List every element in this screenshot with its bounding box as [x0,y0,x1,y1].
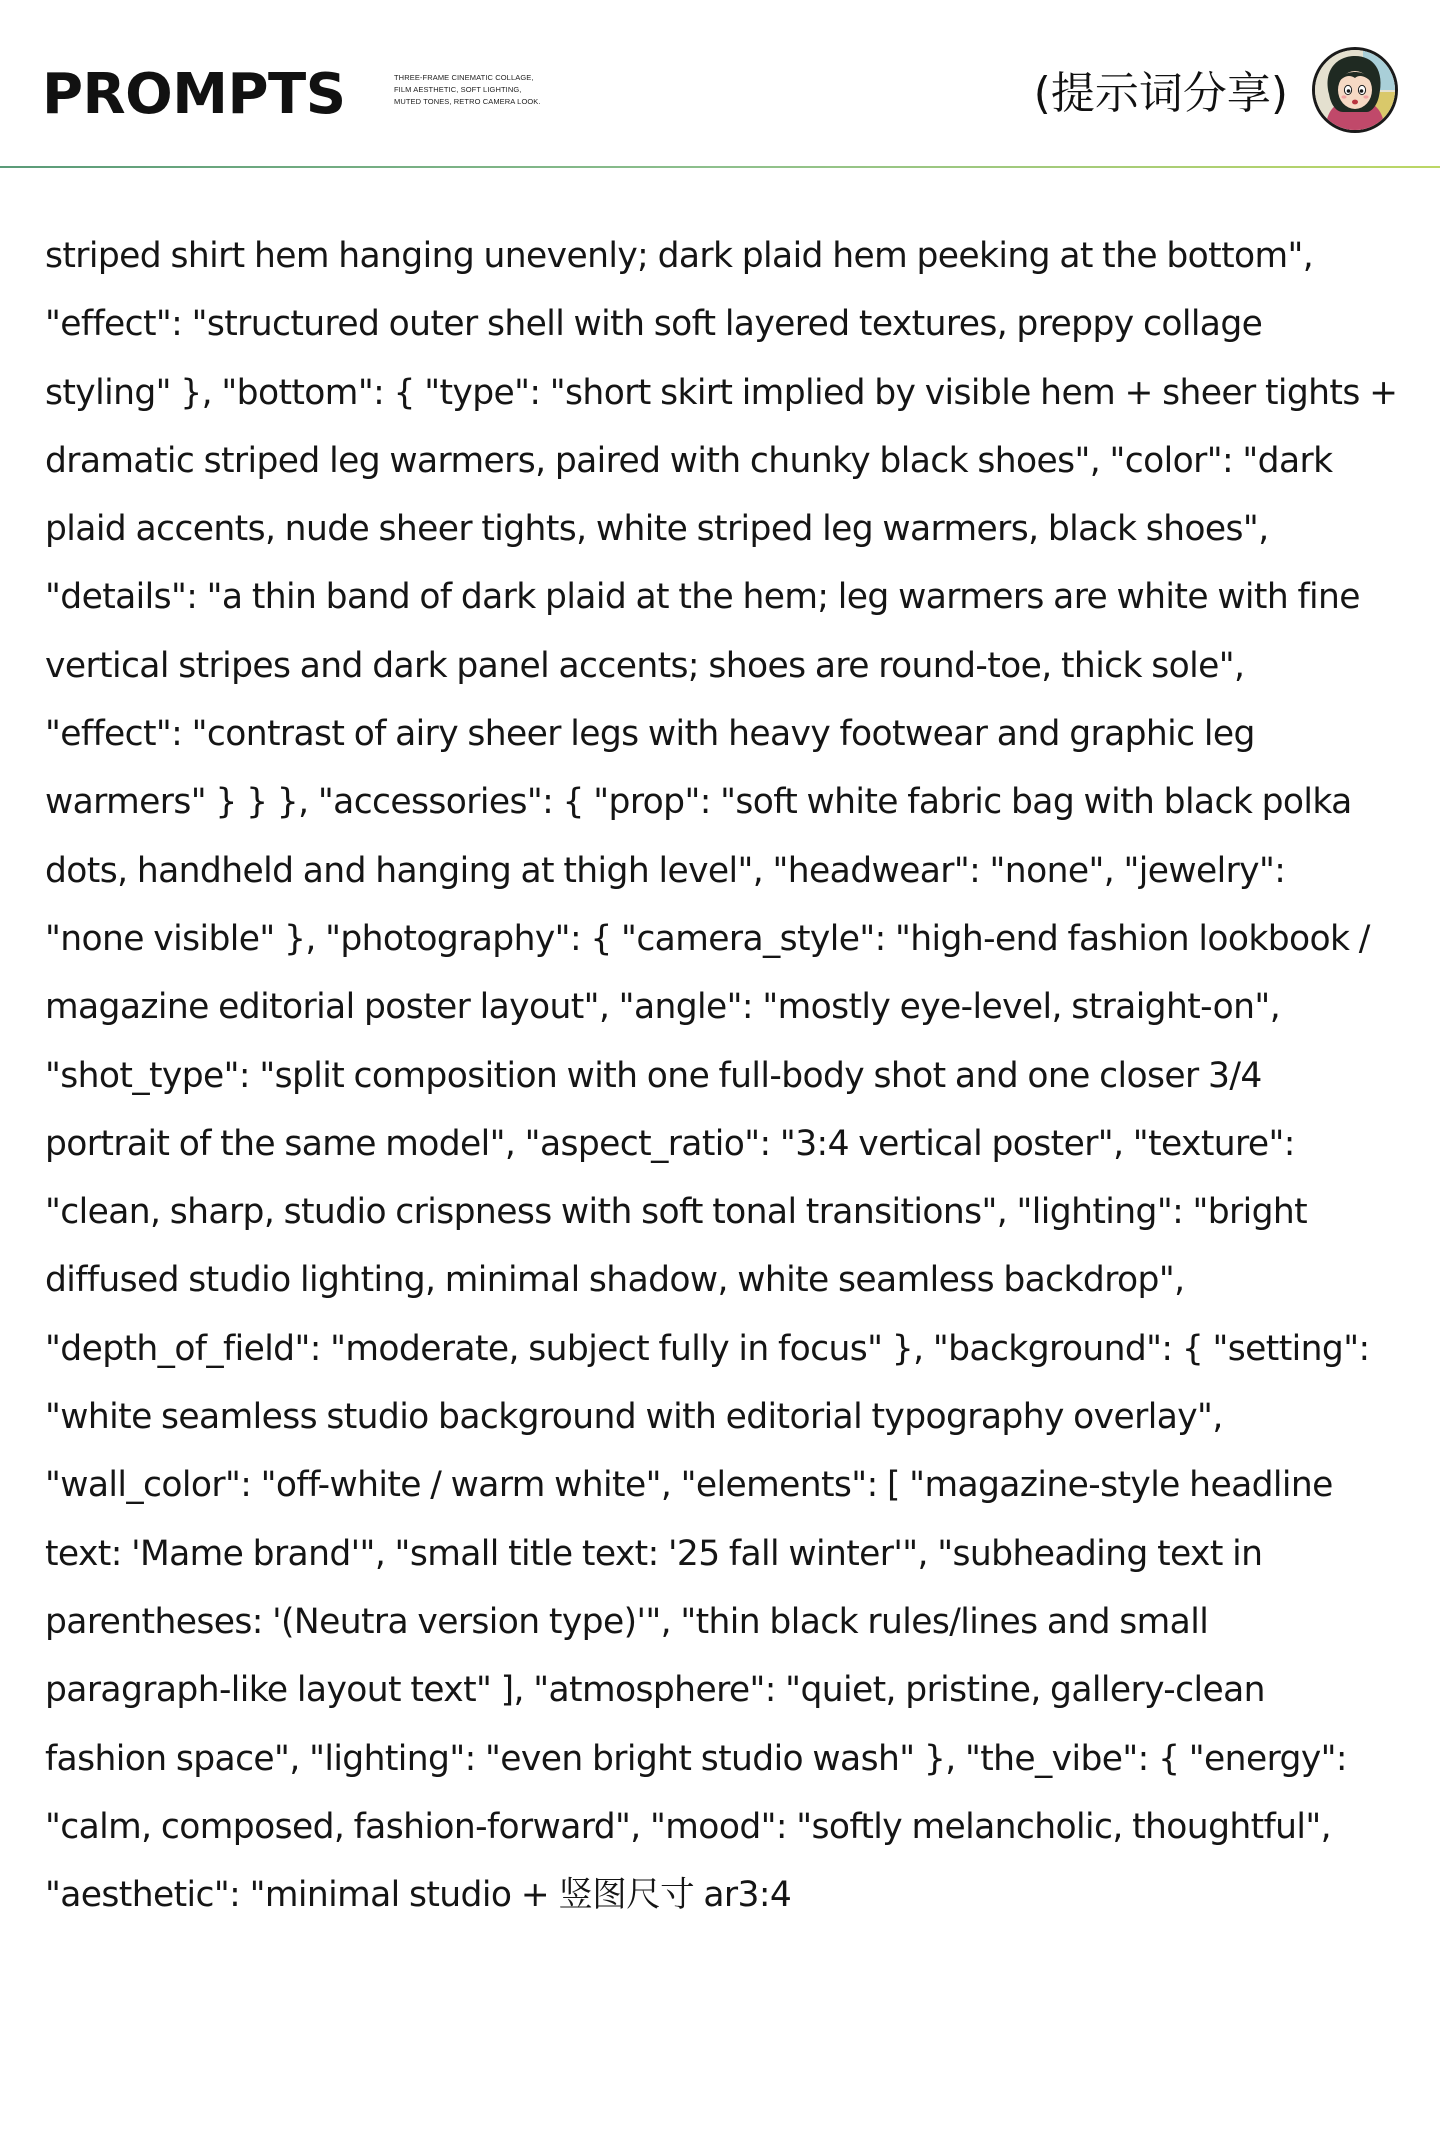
page-title: (提示词分享) [1033,68,1288,119]
tagline-line: THREE-FRAME CINEMATIC COLLAGE, [394,73,534,82]
cartoon-girl-avatar-icon [1312,47,1398,133]
prompt-line: parentheses: '(Neutra version type)'", "thin black rules/lines and small [45,1601,1209,1642]
prompt-line: "none visible" }, "photography": { "camera_style": "high-end fashion lookbook / [45,918,1370,959]
prompt-line: "depth_of_field": "moderate, subject fully in focus" }, "background": { "setting": [45,1328,1370,1369]
prompt-line: vertical stripes and dark panel accents; shoes are round-toe, thick sole", [45,645,1245,686]
tagline-line: MUTED TONES, RETRO CAMERA LOOK. [394,97,541,106]
prompt-line: paragraph-like layout text" ], "atmosphere": "quiet, pristine, gallery-clean [45,1670,1265,1711]
prompt-line: "effect": "contrast of airy sheer legs with heavy footwear and graphic leg [45,714,1255,755]
prompt-line: diffused studio lighting, minimal shadow, white seamless backdrop", [45,1260,1185,1301]
prompts-logo: PROMPTS [42,62,346,127]
prompt-line: warmers" } } }, "accessories": { "prop": "soft white fabric bag with black polka [45,782,1352,823]
avatar-illustration [1315,50,1395,130]
prompt-line: portrait of the same model", "aspect_ratio": "3:4 vertical poster", "texture": [45,1123,1295,1164]
prompt-text [45,222,1397,1929]
prompt-line: styling" }, "bottom": { "type": "short skirt implied by visible hem + sheer tights + [45,372,1398,413]
prompt-line: striped shirt hem hanging unevenly; dark plaid hem peeking at the bottom", [45,236,1314,276]
page-header [0,0,1440,168]
prompt-line: "calm, composed, fashion-forward", "mood": "softly melancholic, thoughtful", [45,1806,1331,1847]
prompt-line: dots, handheld and hanging at thigh level", "headwear": "none", "jewelry": [45,850,1286,891]
prompt-line: "aesthetic": "minimal studio + 竖图尺寸 ar3:4 [45,1875,792,1916]
tagline [394,72,584,108]
prompt-line: plaid accents, nude sheer tights, white striped leg warmers, black shoes", [45,509,1269,550]
prompt-line: fashion space", "lighting": "even bright studio wash" }, "the_vibe": { "energy": [45,1738,1347,1779]
prompt-line: "white seamless studio background with editorial typography overlay", [45,1397,1223,1438]
prompt-line: "wall_color": "off-white / warm white", "elements": [ "magazine-style headline [45,1465,1333,1506]
prompt-line: "details": "a thin band of dark plaid at the hem; leg warmers are white with fine [45,577,1360,618]
prompt-line: magazine editorial poster layout", "angle": "mostly eye-level, straight-on", [45,987,1281,1028]
prompt-line: dramatic striped leg warmers, paired with chunky black shoes", "color": "dark [45,440,1333,481]
prompt-line: "shot_type": "split composition with one full-body shot and one closer 3/4 [45,1055,1262,1096]
prompt-line: "clean, sharp, studio crispness with soft tonal transitions", "lighting": "bright [45,1192,1308,1233]
prompt-line: "effect": "structured outer shell with soft layered textures, preppy collage [45,304,1263,345]
prompt-line: text: 'Mame brand'", "small title text: '25 fall winter'", "subheading text in [45,1533,1263,1574]
tagline-line: FILM AESTHETIC, SOFT LIGHTING, [394,85,522,94]
header-divider [0,166,1440,168]
